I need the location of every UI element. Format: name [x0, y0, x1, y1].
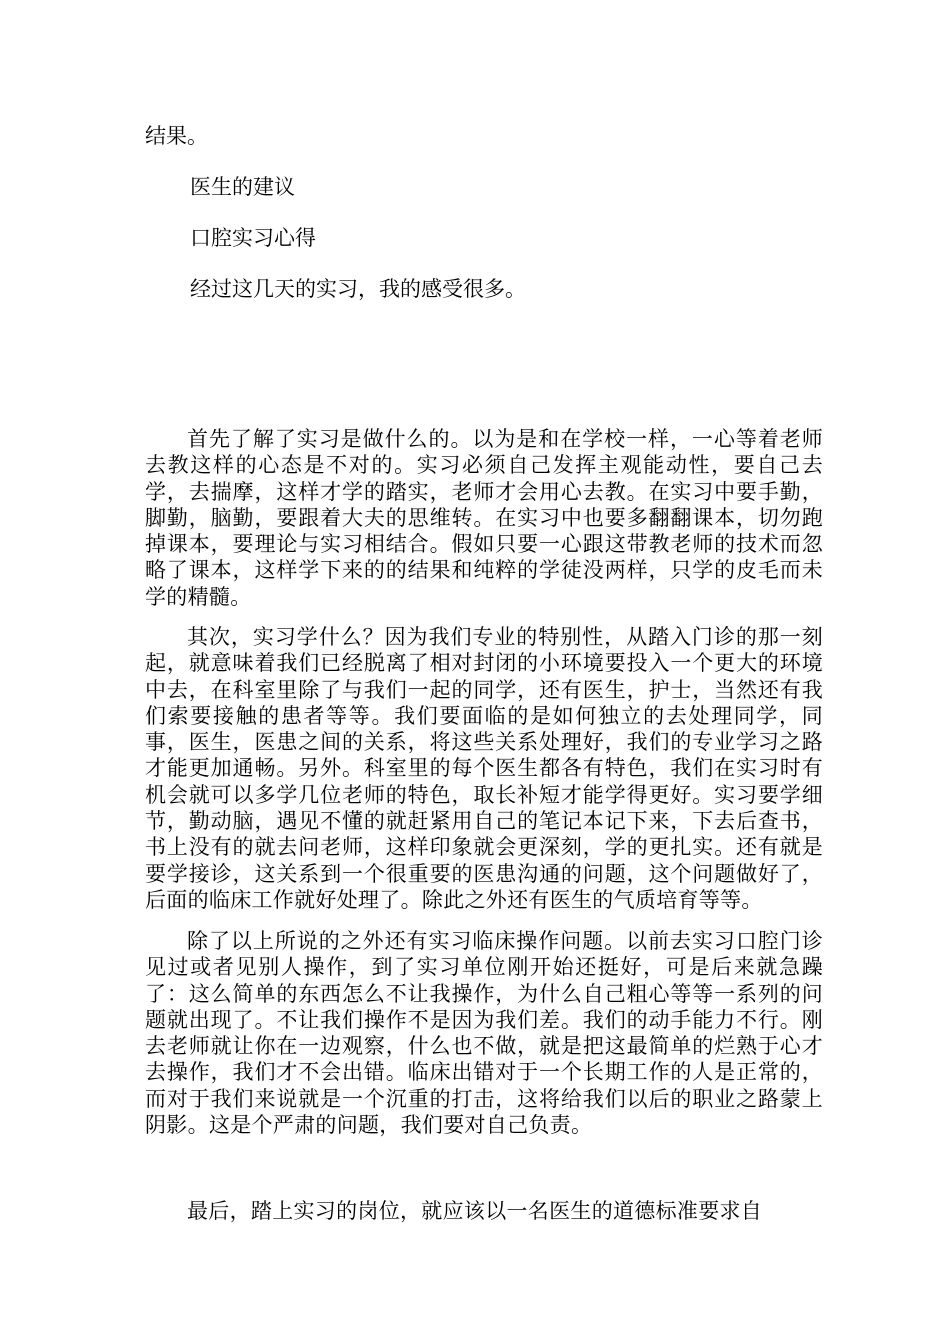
- article-title: 口腔实习心得: [190, 226, 316, 250]
- paragraph-first: 首先了解了实习是做什么的。以为是和在学校一样，一心等着老师去教这样的心态是不对的。实习必须自己发挥主观能动性，要自己去学，去揣摩，这样才学的踏实，老师才会用心去教。在实习中要手勤，脚勤，脑勤，要跟着大夫的思维转。在实习中也要多翻翻课本，切勿跑掉课本，要理论与实习相结合。假如只要一心跟这带教老师的技术而忽略了课本，这样学下来的的结果和纯粹的学徒没两样，只学的皮毛而未学的精髓。: [145, 427, 823, 609]
- paragraph-fourth: 最后，踏上实习的岗位，就应该以一名医生的道德标准要求自: [187, 1199, 763, 1223]
- fragment-end-line: 结果。: [145, 124, 208, 148]
- advice-heading: 医生的建议: [190, 175, 295, 199]
- paragraph-second: 其次，实习学什么？因为我们专业的特别性，从踏入门诊的那一刻起，就意味着我们已经脱离了相对封闭的小环境要投入一个更大的环境中去，在科室里除了与我们一起的同学，还有医生，护士，当然还有我们索要接触的患者等等。我们要面临的是如何独立的去处理同学，同事，医生，医患之间的关系，将这些关系处理好，我们的专业学习之路才能更加通畅。另外。科室里的每个医生都各有特色，我们在实习时有机会就可以多学几位老师的特色，取长补短才能学得更好。实习要学细节，勤动脑，遇见不懂的就赶紧用自己的笔记本记下来，下去后查书，书上没有的就去问老师，这样印象就会更深刻，学的更扎实。还有就是要学接诊，这关系到一个很重要的医患沟通的问题，这个问题做好了，后面的临床工作就好处理了。除此之外还有医生的气质培育等等。: [145, 625, 823, 912]
- paragraph-third: 除了以上所说的之外还有实习临床操作问题。以前去实习口腔门诊见过或者见别人操作，到了实习单位刚开始还挺好，可是后来就急躁了：这么简单的东西怎么不让我操作，为什么自己粗心等等一系列的问题就出现了。不让我们操作不是因为我们差。我们的动手能力不行。刚去老师就让你在一边观察，什么也不做，就是把这最简单的烂熟于心才去操作，我们才不会出错。临床出错对于一个长期工作的人是正常的，而对于我们来说就是一个沉重的打击，这将给我们以后的职业之路蒙上阴影。这是个严肃的问题，我们要对自己负责。: [145, 929, 823, 1138]
- intro-line: 经过这几天的实习，我的感受很多。: [190, 277, 526, 301]
